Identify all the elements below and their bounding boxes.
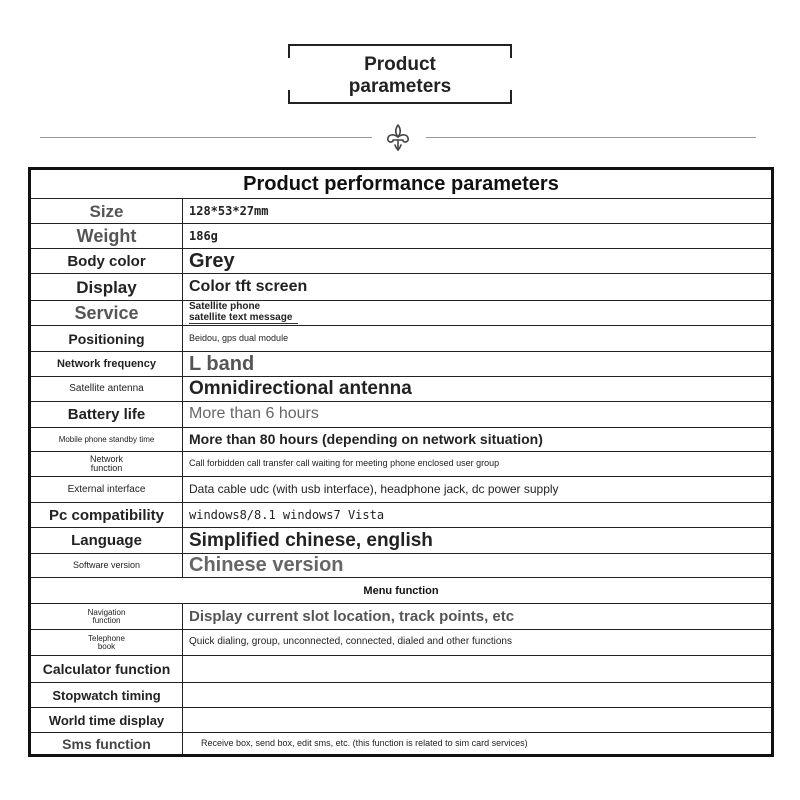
row-label: Stopwatch timing bbox=[31, 683, 183, 707]
table-row bbox=[31, 199, 771, 224]
table-row bbox=[31, 326, 771, 352]
page-title bbox=[288, 54, 512, 98]
row-label bbox=[31, 604, 183, 629]
row-value-line2: satellite text message bbox=[189, 313, 298, 325]
row-value: windows8/8.1 windows7 Vista bbox=[189, 507, 385, 522]
page-title-line2: parameters bbox=[348, 76, 452, 97]
row-value: Quick dialing, group, unconnected, connected, dialed and other functions bbox=[189, 636, 512, 648]
row-label-line1: Telephone bbox=[88, 633, 125, 643]
row-value: Grey bbox=[189, 249, 235, 272]
row-label-line2: function bbox=[92, 615, 121, 625]
row-value: More than 80 hours (depending on network situation) bbox=[189, 431, 543, 448]
header-frame bbox=[288, 44, 512, 104]
row-label: Body color bbox=[31, 249, 183, 273]
row-label: Mobile phone standby time bbox=[31, 428, 183, 451]
row-value bbox=[183, 656, 771, 682]
row-value: Simplified chinese, english bbox=[189, 529, 433, 551]
row-label: Sms function bbox=[31, 733, 183, 754]
row-label: Network frequency bbox=[31, 352, 183, 376]
table-row bbox=[31, 733, 771, 754]
row-value: 186g bbox=[189, 228, 218, 243]
table-row bbox=[31, 224, 771, 249]
table-row bbox=[31, 630, 771, 656]
row-label: Software version bbox=[31, 554, 183, 577]
table-row bbox=[31, 708, 771, 733]
row-label bbox=[31, 630, 183, 655]
row-value bbox=[183, 708, 771, 732]
fleur-de-lis-icon bbox=[382, 122, 414, 154]
row-value: Omnidirectional antenna bbox=[189, 378, 412, 400]
row-label: External interface bbox=[31, 477, 183, 502]
row-value: Data cable udc (with usb interface), headphone jack, dc power supply bbox=[189, 482, 559, 497]
row-label: World time display bbox=[31, 708, 183, 732]
row-value bbox=[183, 301, 771, 325]
row-label-line1: Navigation bbox=[87, 607, 126, 617]
row-label: Weight bbox=[31, 224, 183, 248]
table-row bbox=[31, 656, 771, 683]
table-row bbox=[31, 554, 771, 578]
header-frame-top bbox=[288, 44, 512, 46]
table-row bbox=[31, 604, 771, 630]
table-row bbox=[31, 452, 771, 477]
row-value: Chinese version bbox=[189, 554, 344, 576]
row-label: Display bbox=[31, 274, 183, 300]
row-value bbox=[183, 683, 771, 707]
table-row bbox=[31, 352, 771, 377]
row-label-line1: Network bbox=[89, 454, 123, 464]
table-title-row bbox=[31, 170, 771, 199]
row-value: Beidou, gps dual module bbox=[189, 332, 289, 343]
row-value: Call forbidden call transfer call waiting for meeting phone enclosed user group bbox=[189, 458, 500, 469]
row-label: Pc compatibility bbox=[31, 503, 183, 527]
row-label: Positioning bbox=[31, 326, 183, 351]
table-row bbox=[31, 274, 771, 301]
table-row bbox=[31, 428, 771, 452]
row-label: Calculator function bbox=[31, 656, 183, 682]
row-value: 128*53*27mm bbox=[189, 203, 269, 218]
row-label: Satellite antenna bbox=[31, 377, 183, 401]
row-label bbox=[31, 452, 183, 476]
row-label: Language bbox=[31, 528, 183, 553]
table-row bbox=[31, 477, 771, 503]
row-value: L band bbox=[189, 352, 255, 375]
divider-left bbox=[40, 137, 372, 138]
row-label-line2: function bbox=[90, 463, 123, 473]
row-value: Display current slot location, track points, etc bbox=[189, 607, 515, 625]
table-row bbox=[31, 528, 771, 554]
header-frame-bottom bbox=[288, 102, 512, 104]
row-label-line2: book bbox=[97, 641, 116, 651]
row-label: Battery life bbox=[31, 402, 183, 427]
table-row bbox=[31, 249, 771, 274]
spec-table bbox=[28, 167, 774, 757]
page-title-line1: Product bbox=[364, 54, 436, 75]
row-label: Service bbox=[31, 301, 183, 325]
table-row bbox=[31, 301, 771, 326]
table-row bbox=[31, 377, 771, 402]
section-title: Menu function bbox=[363, 584, 439, 597]
row-label: Size bbox=[31, 199, 183, 223]
table-row bbox=[31, 402, 771, 428]
divider-right bbox=[426, 137, 756, 138]
table-title: Product performance parameters bbox=[243, 172, 559, 195]
row-value: More than 6 hours bbox=[189, 405, 319, 423]
row-value: Receive box, send box, edit sms, etc. (this function is related to sim card services) bbox=[201, 737, 528, 748]
table-row bbox=[31, 503, 771, 528]
table-row bbox=[31, 683, 771, 708]
row-value-line1: Satellite phone bbox=[189, 301, 261, 312]
row-value: Color tft screen bbox=[189, 277, 308, 295]
section-header-row bbox=[31, 578, 771, 604]
